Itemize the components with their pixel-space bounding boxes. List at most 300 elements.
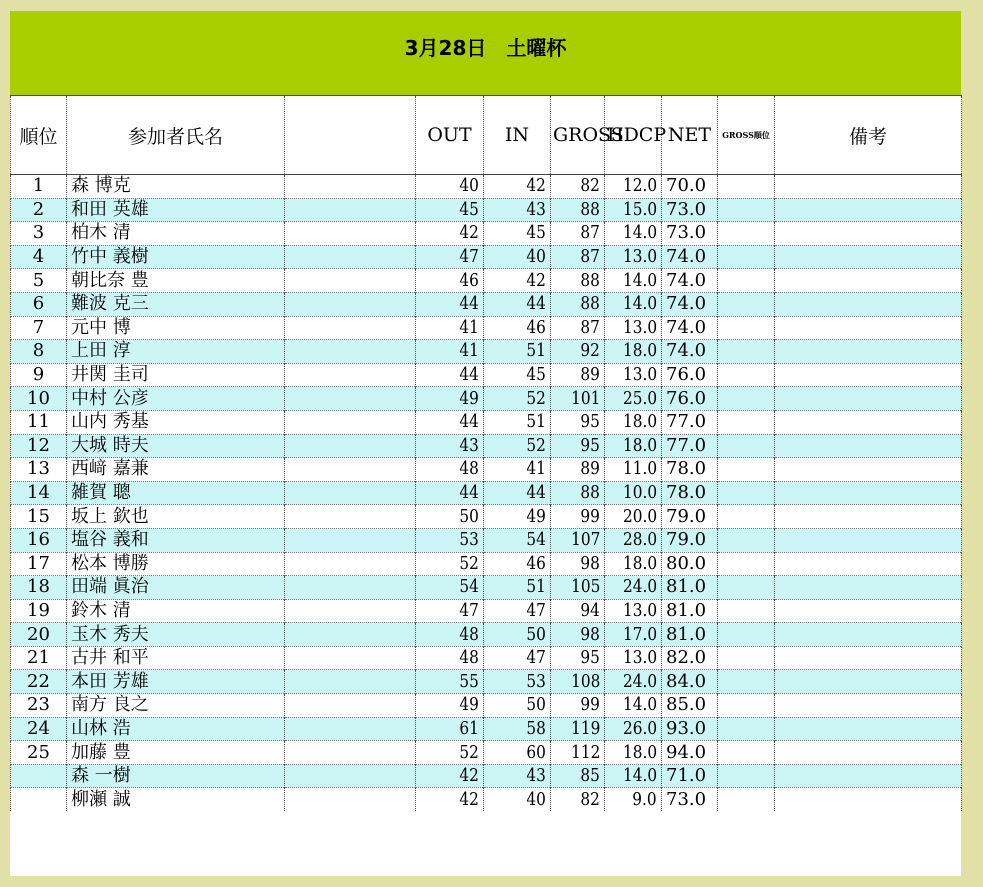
cell-hdcp-value: 18.0	[622, 434, 657, 456]
cell-rank-value: 15	[27, 505, 50, 527]
cell-gross-value: 101	[570, 387, 600, 409]
cell-net-value: 79.0	[666, 529, 707, 551]
table-row	[11, 245, 962, 269]
table-row	[11, 340, 962, 364]
cell-rank-value: 8	[32, 340, 45, 362]
cell-in	[484, 387, 551, 411]
cell-hdcp	[605, 316, 662, 340]
cell-hdcp	[605, 764, 662, 788]
cell-out-value: 43	[459, 434, 479, 456]
cell-in-value: 42	[526, 175, 546, 197]
cell-gross-rank	[718, 387, 775, 411]
cell-hdcp	[605, 528, 662, 552]
cell-net-value: 76.0	[666, 387, 707, 409]
cell-in	[484, 788, 551, 811]
cell-gross	[551, 458, 605, 482]
cell-hdcp-value: 10.0	[622, 482, 657, 504]
cell-in-value: 44	[526, 293, 546, 315]
cell-out	[416, 269, 484, 293]
cell-blank	[285, 175, 416, 199]
cell-blank	[285, 222, 416, 246]
cell-net	[662, 198, 718, 222]
cell-gross	[551, 222, 605, 246]
cell-rank	[11, 694, 67, 718]
cell-out	[416, 316, 484, 340]
cell-net	[662, 481, 718, 505]
cell-out	[416, 552, 484, 576]
cell-blank	[285, 505, 416, 529]
cell-in	[484, 552, 551, 576]
cell-net-value: 74.0	[666, 340, 707, 362]
cell-rank	[11, 410, 67, 434]
cell-remarks	[775, 599, 962, 623]
cell-name-value: 山内 秀基	[71, 411, 149, 433]
cell-gross-rank	[718, 363, 775, 387]
cell-hdcp	[605, 552, 662, 576]
cell-remarks	[775, 410, 962, 434]
cell-remarks	[775, 458, 962, 482]
cell-hdcp-value: 18.0	[622, 340, 657, 362]
cell-net-value: 85.0	[666, 694, 707, 716]
cell-out-value: 48	[459, 458, 479, 480]
cell-out-value: 55	[459, 670, 479, 692]
cell-net-value: 77.0	[666, 434, 707, 456]
cell-net	[662, 387, 718, 411]
cell-name	[67, 198, 285, 222]
cell-in-value: 43	[526, 765, 546, 787]
cell-in-value: 60	[526, 741, 546, 763]
cell-gross-value: 87	[580, 316, 600, 338]
cell-rank-value: 23	[27, 694, 50, 716]
cell-net	[662, 222, 718, 246]
cell-out	[416, 528, 484, 552]
cell-hdcp	[605, 222, 662, 246]
cell-net-value: 74.0	[666, 316, 707, 338]
cell-gross	[551, 505, 605, 529]
cell-hdcp-value: 9.0	[632, 788, 657, 810]
cell-in	[484, 316, 551, 340]
cell-in	[484, 222, 551, 246]
table-row	[11, 198, 962, 222]
cell-hdcp-value: 14.0	[622, 269, 657, 291]
cell-blank	[285, 576, 416, 600]
cell-rank-value: 20	[27, 623, 50, 645]
cell-gross	[551, 528, 605, 552]
cell-name	[67, 410, 285, 434]
cell-name-value: 竹中 義樹	[71, 246, 149, 268]
cell-name-value: 本田 芳雄	[71, 670, 149, 692]
cell-gross-rank	[718, 623, 775, 647]
cell-gross	[551, 175, 605, 199]
cell-net	[662, 717, 718, 741]
cell-hdcp	[605, 481, 662, 505]
cell-net	[662, 764, 718, 788]
cell-in	[484, 646, 551, 670]
cell-name	[67, 434, 285, 458]
cell-net-value: 78.0	[666, 482, 707, 504]
cell-rank	[11, 646, 67, 670]
cell-name	[67, 175, 285, 199]
cell-gross-value: 82	[580, 175, 600, 197]
cell-in-value: 40	[526, 246, 546, 268]
cell-rank-value: 14	[27, 482, 50, 504]
cell-in-value: 47	[526, 599, 546, 621]
cell-gross-value: 98	[580, 552, 600, 574]
cell-rank-value: 4	[32, 246, 45, 268]
cell-gross	[551, 340, 605, 364]
cell-net-value: 70.0	[666, 175, 707, 197]
cell-blank	[285, 670, 416, 694]
header-net: NET	[662, 96, 718, 175]
cell-net	[662, 340, 718, 364]
cell-out-value: 47	[459, 599, 479, 621]
cell-out	[416, 741, 484, 765]
cell-remarks	[775, 576, 962, 600]
cell-name	[67, 646, 285, 670]
cell-hdcp	[605, 646, 662, 670]
cell-hdcp	[605, 245, 662, 269]
table-row	[11, 269, 962, 293]
cell-in	[484, 363, 551, 387]
cell-name-value: 松本 博勝	[71, 552, 149, 574]
cell-in-value: 43	[526, 198, 546, 220]
table-row	[11, 623, 962, 647]
cell-net-value: 81.0	[666, 599, 707, 621]
cell-gross-value: 87	[580, 246, 600, 268]
cell-gross-rank	[718, 576, 775, 600]
cell-name	[67, 694, 285, 718]
cell-hdcp	[605, 340, 662, 364]
table-row	[11, 175, 962, 199]
cell-remarks	[775, 741, 962, 765]
cell-gross-value: 88	[580, 482, 600, 504]
cell-out-value: 42	[459, 788, 479, 810]
table-row	[11, 387, 962, 411]
cell-out	[416, 670, 484, 694]
cell-in-value: 50	[526, 623, 546, 645]
cell-out-value: 42	[459, 765, 479, 787]
cell-out	[416, 410, 484, 434]
cell-out	[416, 458, 484, 482]
table-row	[11, 434, 962, 458]
cell-blank	[285, 269, 416, 293]
cell-hdcp	[605, 387, 662, 411]
cell-in	[484, 694, 551, 718]
cell-name	[67, 788, 285, 811]
cell-rank-value: 13	[27, 458, 50, 480]
cell-rank-value: 3	[32, 222, 45, 244]
cell-hdcp	[605, 576, 662, 600]
cell-in-value: 51	[526, 576, 546, 598]
cell-hdcp-value: 13.0	[622, 599, 657, 621]
cell-hdcp	[605, 694, 662, 718]
cell-net-value: 94.0	[666, 741, 707, 763]
cell-gross-rank	[718, 764, 775, 788]
cell-gross	[551, 387, 605, 411]
page-title: 3月28日 土曜杯	[10, 11, 961, 95]
cell-blank	[285, 292, 416, 316]
table-row	[11, 505, 962, 529]
cell-name-value: 西﨑 嘉兼	[71, 458, 149, 480]
cell-net	[662, 599, 718, 623]
cell-out	[416, 788, 484, 811]
cell-rank	[11, 222, 67, 246]
cell-name	[67, 670, 285, 694]
cell-gross-value: 99	[580, 505, 600, 527]
cell-name	[67, 741, 285, 765]
table-row	[11, 458, 962, 482]
cell-blank	[285, 458, 416, 482]
cell-remarks	[775, 316, 962, 340]
cell-remarks	[775, 764, 962, 788]
cell-out-value: 40	[459, 175, 479, 197]
cell-net-value: 74.0	[666, 269, 707, 291]
cell-name	[67, 340, 285, 364]
cell-rank-value: 21	[27, 647, 50, 669]
cell-hdcp-value: 20.0	[622, 505, 657, 527]
cell-out	[416, 623, 484, 647]
cell-rank-value: 19	[27, 599, 50, 621]
cell-out	[416, 764, 484, 788]
cell-blank	[285, 646, 416, 670]
cell-name	[67, 458, 285, 482]
cell-net-value: 80.0	[666, 552, 707, 574]
cell-hdcp-value: 13.0	[622, 246, 657, 268]
header-remarks: 備考	[775, 96, 962, 175]
cell-gross	[551, 363, 605, 387]
cell-net-value: 82.0	[666, 647, 707, 669]
cell-blank	[285, 481, 416, 505]
cell-hdcp	[605, 717, 662, 741]
header-row	[11, 96, 962, 175]
cell-name-value: 南方 良之	[71, 694, 149, 716]
cell-remarks	[775, 198, 962, 222]
cell-gross-rank	[718, 434, 775, 458]
cell-in-value: 51	[526, 340, 546, 362]
cell-out	[416, 222, 484, 246]
cell-rank	[11, 269, 67, 293]
cell-rank-value: 24	[27, 717, 50, 739]
cell-blank	[285, 387, 416, 411]
cell-rank-value: 10	[27, 387, 50, 409]
cell-net	[662, 646, 718, 670]
cell-hdcp	[605, 458, 662, 482]
cell-name	[67, 222, 285, 246]
cell-hdcp	[605, 269, 662, 293]
cell-name-value: 柳瀬 誠	[71, 788, 131, 810]
cell-remarks	[775, 363, 962, 387]
cell-hdcp-value: 26.0	[622, 717, 657, 739]
cell-gross-rank	[718, 599, 775, 623]
cell-name-value: 加藤 豊	[71, 741, 131, 763]
cell-gross-value: 119	[570, 717, 600, 739]
cell-out-value: 44	[459, 482, 479, 504]
cell-remarks	[775, 222, 962, 246]
cell-net	[662, 175, 718, 199]
cell-remarks	[775, 788, 962, 811]
cell-rank	[11, 481, 67, 505]
cell-name-value: 井関 圭司	[71, 364, 149, 386]
cell-gross	[551, 717, 605, 741]
cell-out-value: 46	[459, 269, 479, 291]
cell-name	[67, 387, 285, 411]
cell-gross	[551, 552, 605, 576]
cell-net	[662, 269, 718, 293]
cell-gross	[551, 410, 605, 434]
results-table	[10, 95, 962, 811]
cell-in-value: 54	[526, 529, 546, 551]
header-gross-rank: GROSS順位	[718, 96, 775, 175]
cell-gross-rank	[718, 694, 775, 718]
cell-rank	[11, 599, 67, 623]
cell-gross	[551, 198, 605, 222]
cell-hdcp-value: 28.0	[622, 529, 657, 551]
cell-gross-value: 95	[580, 434, 600, 456]
cell-in-value: 45	[526, 364, 546, 386]
cell-hdcp-value: 13.0	[622, 647, 657, 669]
cell-net	[662, 788, 718, 811]
cell-out	[416, 245, 484, 269]
cell-in	[484, 670, 551, 694]
cell-gross	[551, 245, 605, 269]
cell-out-value: 53	[459, 529, 479, 551]
cell-out-value: 42	[459, 222, 479, 244]
cell-gross	[551, 434, 605, 458]
cell-hdcp-value: 13.0	[622, 364, 657, 386]
cell-name	[67, 623, 285, 647]
cell-rank-value: 12	[27, 434, 50, 456]
cell-in-value: 41	[526, 458, 546, 480]
cell-name	[67, 292, 285, 316]
cell-name-value: 和田 英雄	[71, 198, 149, 220]
cell-name	[67, 717, 285, 741]
cell-gross-value: 112	[570, 741, 600, 763]
cell-out-value: 45	[459, 198, 479, 220]
cell-rank	[11, 458, 67, 482]
cell-hdcp	[605, 363, 662, 387]
cell-out	[416, 646, 484, 670]
cell-name-value: 柏木 清	[71, 222, 131, 244]
cell-out	[416, 694, 484, 718]
table-row	[11, 788, 962, 811]
cell-in-value: 46	[526, 552, 546, 574]
cell-net	[662, 434, 718, 458]
cell-name	[67, 316, 285, 340]
cell-hdcp-value: 24.0	[622, 670, 657, 692]
cell-name-value: 田端 眞治	[71, 576, 149, 598]
cell-blank	[285, 623, 416, 647]
cell-gross-value: 94	[580, 599, 600, 621]
cell-name-value: 朝比奈 豊	[71, 269, 149, 291]
cell-rank	[11, 387, 67, 411]
table-row	[11, 576, 962, 600]
cell-rank	[11, 717, 67, 741]
cell-out	[416, 434, 484, 458]
table-row	[11, 764, 962, 788]
cell-net-value: 71.0	[666, 765, 707, 787]
cell-net	[662, 292, 718, 316]
cell-blank	[285, 528, 416, 552]
cell-name-value: 中村 公彦	[71, 387, 149, 409]
cell-gross-value: 99	[580, 694, 600, 716]
cell-out-value: 50	[459, 505, 479, 527]
cell-remarks	[775, 646, 962, 670]
cell-gross-rank	[718, 410, 775, 434]
cell-rank	[11, 505, 67, 529]
cell-blank	[285, 599, 416, 623]
cell-blank	[285, 434, 416, 458]
cell-net	[662, 670, 718, 694]
cell-hdcp-value: 11.0	[622, 458, 657, 480]
cell-name-value: 坂上 欽也	[71, 505, 149, 527]
cell-in-value: 47	[526, 647, 546, 669]
cell-rank-value: 6	[32, 293, 45, 315]
cell-net	[662, 316, 718, 340]
cell-out-value: 52	[459, 552, 479, 574]
cell-blank	[285, 694, 416, 718]
cell-net-value: 76.0	[666, 364, 707, 386]
cell-name-value: 元中 博	[71, 316, 131, 338]
cell-hdcp-value: 24.0	[622, 576, 657, 598]
cell-in	[484, 528, 551, 552]
table-row	[11, 599, 962, 623]
cell-rank	[11, 316, 67, 340]
cell-out-value: 52	[459, 741, 479, 763]
cell-gross-rank	[718, 458, 775, 482]
cell-out	[416, 363, 484, 387]
cell-out-value: 48	[459, 623, 479, 645]
header-gross: GROSS	[551, 96, 605, 175]
cell-out-value: 47	[459, 246, 479, 268]
cell-in-value: 46	[526, 316, 546, 338]
cell-in-value: 44	[526, 482, 546, 504]
cell-net	[662, 576, 718, 600]
cell-gross	[551, 576, 605, 600]
cell-out-value: 44	[459, 411, 479, 433]
cell-rank-value: 22	[27, 670, 50, 692]
header-in: IN	[484, 96, 551, 175]
cell-name	[67, 552, 285, 576]
cell-in	[484, 576, 551, 600]
table-row	[11, 694, 962, 718]
table-row	[11, 717, 962, 741]
cell-gross-rank	[718, 340, 775, 364]
cell-gross-rank	[718, 646, 775, 670]
cell-remarks	[775, 528, 962, 552]
cell-name-value: 森 博克	[71, 175, 131, 197]
cell-out-value: 54	[459, 576, 479, 598]
cell-remarks	[775, 292, 962, 316]
cell-gross-value: 87	[580, 222, 600, 244]
cell-name-value: 鈴木 清	[71, 599, 131, 621]
cell-gross	[551, 670, 605, 694]
cell-hdcp-value: 18.0	[622, 741, 657, 763]
cell-name	[67, 363, 285, 387]
cell-hdcp-value: 25.0	[622, 387, 657, 409]
cell-gross	[551, 788, 605, 811]
cell-gross-value: 92	[580, 340, 600, 362]
cell-in	[484, 269, 551, 293]
table-row	[11, 528, 962, 552]
cell-hdcp	[605, 670, 662, 694]
cell-out	[416, 175, 484, 199]
cell-out-value: 49	[459, 387, 479, 409]
cell-in	[484, 410, 551, 434]
cell-gross-value: 89	[580, 458, 600, 480]
table-row	[11, 670, 962, 694]
cell-out	[416, 505, 484, 529]
results-sheet	[10, 11, 961, 876]
